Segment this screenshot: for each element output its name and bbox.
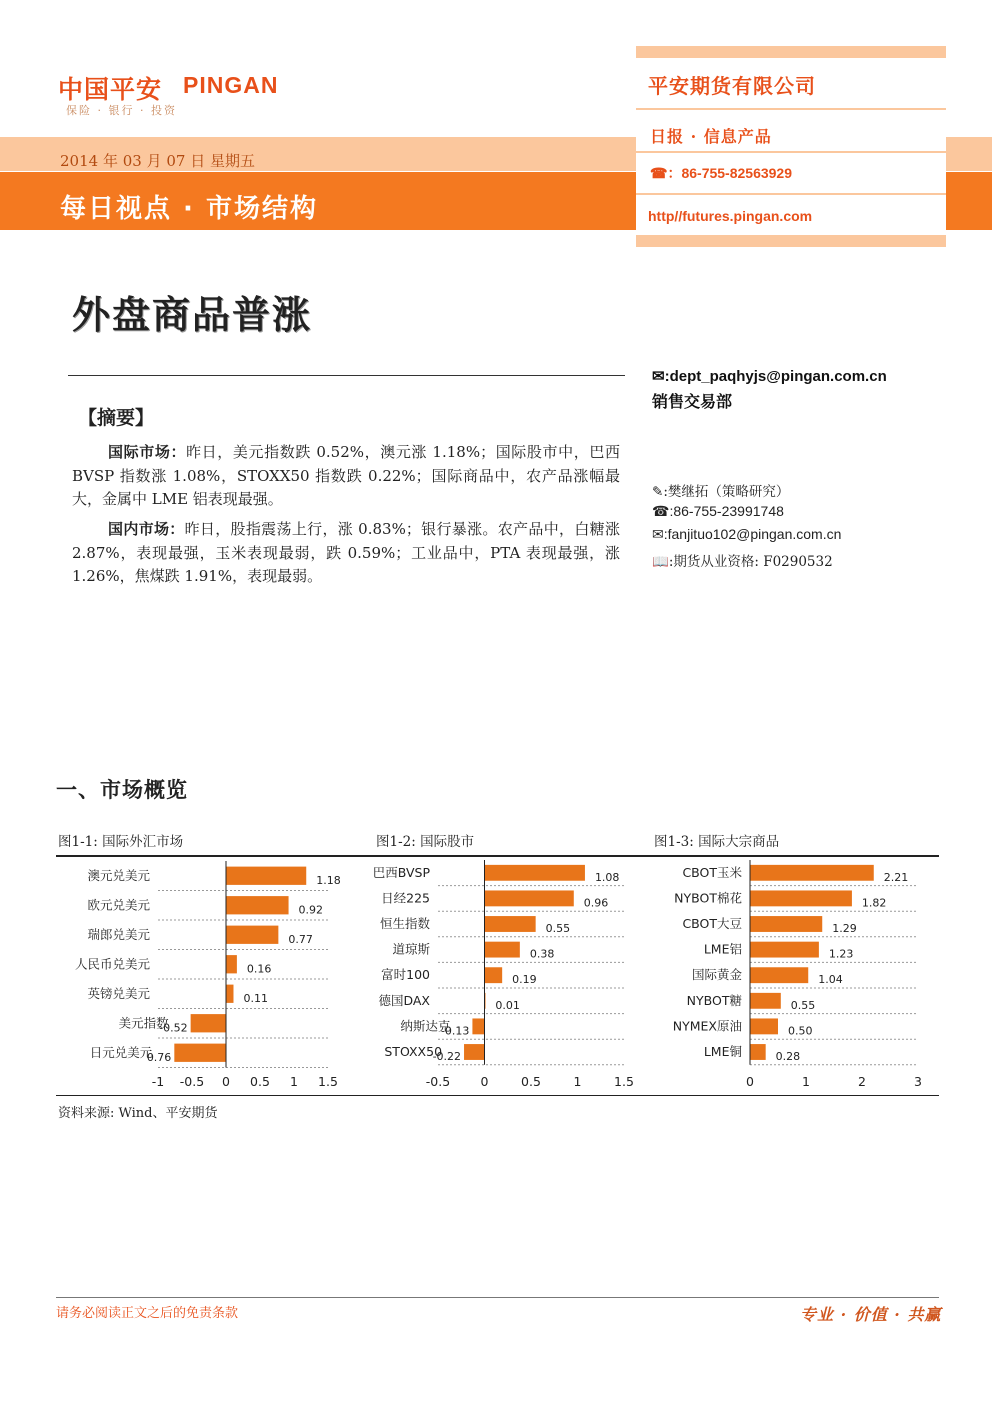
author-phone [652, 503, 784, 520]
category-label: NYMEX原油 [672, 1018, 742, 1034]
figure-source: 资料来源: Wind、平安期货 [58, 1106, 218, 1121]
data-label: 1.82 [861, 896, 887, 910]
category-label: CBOT大豆 [682, 916, 742, 931]
chart-fx [56, 857, 356, 1093]
category-label: NYBOT棉花 [674, 890, 742, 906]
chart-bottom-rule [56, 1095, 939, 1096]
department: 销售交易部 [652, 392, 733, 411]
category-label: LME铜 [703, 1044, 742, 1059]
tick-label: 1 [573, 1074, 582, 1089]
bar-1 [750, 865, 874, 881]
data-label: 2.21 [883, 870, 909, 884]
abstract-domestic [72, 518, 620, 589]
bar-6 [191, 1014, 226, 1032]
section-title: 每日视点 · 市场结构 [60, 194, 318, 224]
category-label: LME铝 [703, 941, 742, 957]
category-label: STOXX50 [384, 1044, 443, 1059]
bar-4 [226, 955, 237, 973]
category-label: 美元指数 [118, 1015, 169, 1031]
info-box-divider [636, 108, 946, 110]
category-label: CBOT玉米 [682, 864, 742, 880]
footer-rule [56, 1297, 939, 1298]
bar-3 [226, 926, 278, 944]
author-license [652, 550, 833, 570]
category-label: 巴西BVSP [372, 864, 430, 880]
title-divider [68, 375, 625, 376]
logo-tagline: 保险 · 银行 · 投资 [66, 104, 177, 117]
figure-caption-3: 图1-3: 国际大宗商品 [654, 834, 780, 850]
bar-5 [485, 967, 503, 983]
figure-caption-1: 图1-1: 国际外汇市场 [58, 834, 184, 850]
data-label: 0.38 [529, 947, 555, 961]
figure-caption-2: 图1-2: 国际股市 [376, 834, 475, 850]
info-box-divider [636, 193, 946, 195]
data-label: 1.04 [818, 973, 843, 987]
bar-8 [750, 1044, 766, 1060]
logo-chinese: 中国平安 [58, 75, 163, 104]
bar-7 [174, 1044, 226, 1062]
tick-label: -1 [151, 1074, 165, 1089]
chart-equities [356, 857, 646, 1093]
abstract-international-text: 昨日，美元指数跌 0.52%，澳元涨 1.18%；国际股市中，巴西 BVSP 指数涨 1.08%，STOXX50 指数跌 0.22%；国际商品中，农产品涨幅最大，金属中 LME 铝表现最强。 [72, 443, 620, 508]
tick-label: 1.5 [614, 1074, 634, 1089]
category-label: 富时100 [381, 967, 430, 983]
data-label: -0.13 [440, 1024, 470, 1038]
company-name: 平安期货有限公司 [648, 74, 816, 98]
bar-3 [750, 916, 822, 932]
category-label: 道琼斯 [392, 941, 430, 957]
data-label: 0.28 [775, 1050, 801, 1063]
tick-label: 1 [802, 1074, 810, 1089]
category-label: 澳元兑美元 [87, 867, 150, 883]
author-phone-text: :86-755-23991748 [669, 503, 784, 519]
abstract-international [72, 441, 620, 512]
tick-label: 0 [222, 1074, 230, 1089]
mail-icon: ✉ [652, 526, 664, 542]
logo-english: PINGAN [183, 72, 279, 98]
data-label: 0.92 [298, 903, 324, 917]
info-box-divider [636, 151, 946, 153]
mail-icon: ✉ [652, 368, 665, 385]
author-name-text: :樊继拓（策略研究） [663, 484, 790, 500]
info-box-bottom-bar [636, 235, 946, 247]
book-icon: 📖 [652, 554, 669, 570]
page-title: 外盘商品普涨 [72, 293, 313, 337]
info-box-top-bar [636, 46, 946, 58]
data-label: 0.96 [583, 896, 609, 910]
category-label: 英镑兑美元 [87, 985, 150, 1001]
data-label: 0.11 [243, 991, 268, 1005]
tick-label: -0.5 [425, 1074, 451, 1089]
bar-2 [485, 890, 574, 906]
daily-label: 日报 · 信息产品 [650, 127, 772, 146]
bar-2 [226, 896, 289, 914]
data-label: 0.16 [246, 962, 272, 976]
data-label: 0.55 [545, 922, 571, 935]
data-label: 0.50 [788, 1024, 813, 1038]
company-phone-number: 86-755-82563929 [681, 165, 792, 181]
company-phone [650, 163, 792, 183]
data-label: 1.18 [316, 873, 341, 887]
abstract-domestic-text: 昨日，股指震荡上行，涨 0.83%；银行暴涨。农产品中，白糖涨 2.87%，表现最强，玉米表现最弱，跌 0.59%；工业品中，PTA 表现最强，涨 1.26%，焦煤跌 1.91%，表现最弱。 [72, 520, 620, 585]
bar-5 [750, 967, 808, 983]
data-label: 0.76 [146, 1050, 172, 1064]
author-name [652, 480, 789, 500]
author-email[interactable] [652, 526, 841, 543]
category-label: 德国DAX [378, 992, 430, 1008]
pen-icon: ✎ [652, 484, 664, 500]
section-heading: 一、市场概览 [56, 778, 188, 802]
abstract-domestic-lead: 国内市场： [108, 520, 185, 538]
bar-8 [464, 1044, 484, 1060]
bar-1 [226, 867, 306, 885]
data-label: 0.01 [495, 998, 520, 1012]
category-label: 恒生指数 [379, 916, 430, 931]
tick-label: -0.5 [179, 1074, 205, 1089]
chart-commodities [646, 857, 938, 1093]
data-label: 0.77 [288, 932, 313, 946]
category-label: 人民币兑美元 [74, 956, 150, 972]
data-label: 1.29 [832, 922, 857, 935]
data-label: -0.52 [159, 1021, 188, 1035]
data-label: 1.08 [594, 870, 620, 884]
disclaimer-link[interactable]: 请务必阅读正文之后的免责条款 [56, 1306, 239, 1321]
data-label: 0.55 [790, 998, 816, 1012]
phone-icon: ☎： [650, 165, 682, 181]
bar-6 [750, 993, 781, 1009]
tick-label: 0.5 [521, 1074, 541, 1089]
report-date: 2014 年 03 月 07 日 星期五 [60, 152, 255, 170]
category-label: 纳斯达克 [400, 1018, 451, 1034]
bar-4 [750, 942, 819, 958]
category-label: 欧元兑美元 [87, 897, 150, 913]
dept-email[interactable] [652, 367, 887, 385]
author-email-text: :fanjituo102@pingan.com.cn [663, 526, 842, 542]
company-url[interactable]: http//futures.pingan.com [648, 208, 813, 224]
tick-label: 2 [858, 1074, 866, 1089]
data-label: 1.23 [828, 947, 854, 961]
bar-5 [226, 985, 233, 1003]
abstract-international-lead: 国际市场： [108, 443, 187, 461]
tick-label: 1 [290, 1074, 298, 1089]
abstract-heading: 【摘要】 [78, 407, 155, 429]
data-label: -0.22 [432, 1050, 462, 1063]
tick-label: 0.5 [250, 1074, 270, 1089]
footer-motto: 专业 · 价值 · 共赢 [800, 1305, 942, 1324]
tick-label: 0 [746, 1074, 754, 1089]
bar-7 [472, 1018, 484, 1034]
category-label: 国际黄金 [691, 967, 742, 983]
bar-4 [485, 942, 520, 958]
dept-email-text: :dept_paqhyjs@pingan.com.cn [664, 368, 887, 385]
category-label: 日元兑美元 [89, 1044, 153, 1060]
category-label: NYBOT糖 [686, 992, 742, 1008]
bar-7 [750, 1018, 778, 1034]
category-label: 日经225 [381, 890, 430, 906]
phone-icon: ☎ [652, 503, 670, 519]
tick-label: 3 [914, 1074, 922, 1089]
bar-3 [485, 916, 536, 932]
data-label: 0.19 [512, 973, 537, 987]
bar-2 [750, 890, 852, 906]
tick-label: 1.5 [318, 1074, 338, 1089]
bar-1 [485, 865, 585, 881]
category-label: 瑞郎兑美元 [87, 926, 150, 942]
tick-label: 0 [480, 1074, 489, 1089]
author-license-text: :期货从业资格: F0290532 [668, 554, 833, 570]
